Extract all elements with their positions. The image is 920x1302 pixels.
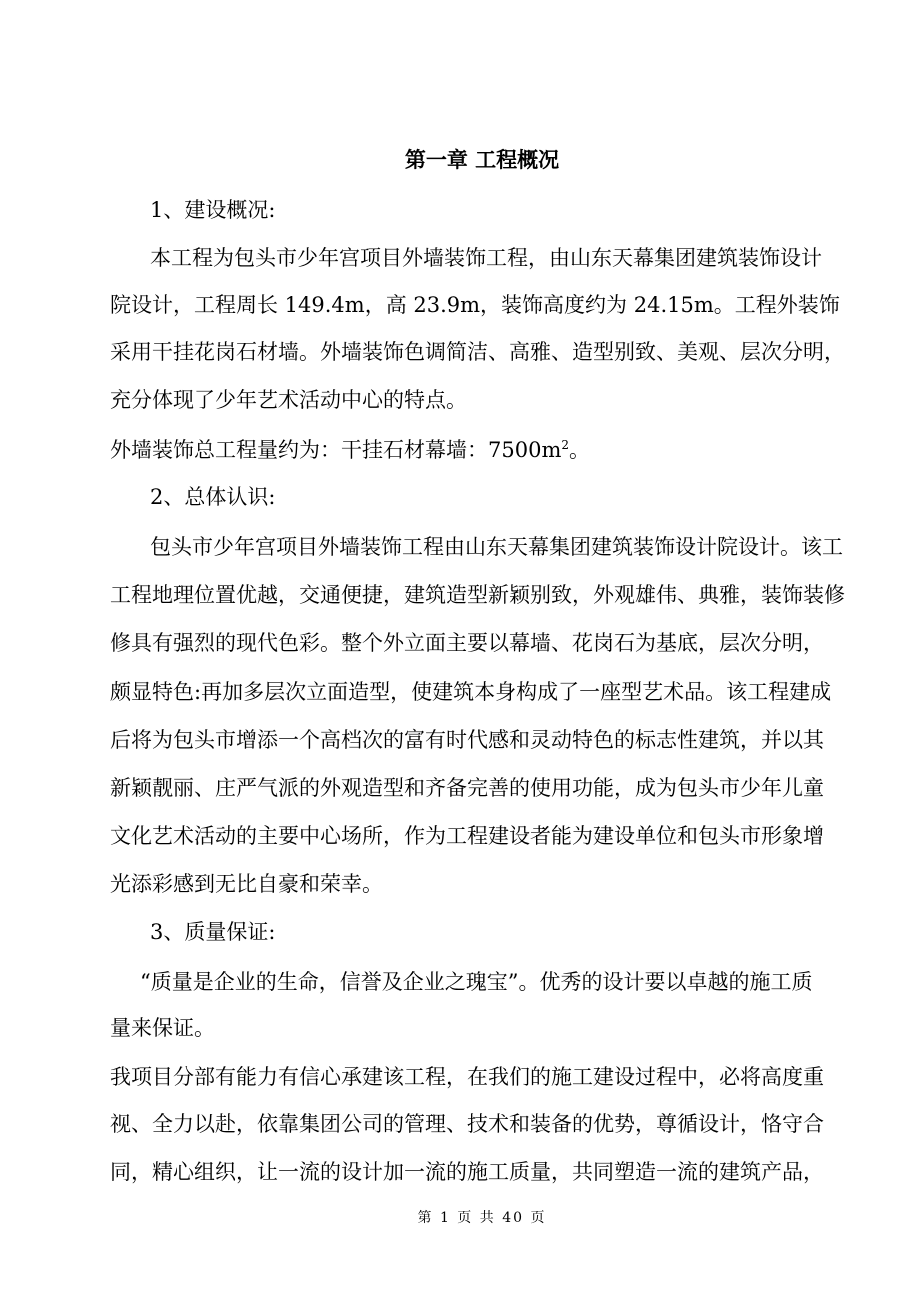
page-footer: 第 1 页 共 40 页 <box>417 1210 547 1226</box>
text-line: 院设计，工程周长 149.4m，高 23.9m，装饰高度约为 24.15m。工程外装饰 <box>110 293 840 317</box>
text-line: 充分体现了少年艺术活动中心的特点。 <box>110 388 467 412</box>
text-line: 包头市少年宫项目外墙装饰工程由山东天幕集团建筑装饰设计院设计。该工 <box>150 535 843 559</box>
quantity-line <box>110 437 590 463</box>
text-line: 视、全力以赴，依靠集团公司的管理、技术和装备的优势，尊循设计，恪守合 <box>110 1112 824 1136</box>
chapter-title: 第一章 工程概况 <box>404 147 560 172</box>
text-line: 后将为包头市增添一个高档次的富有时代感和灵动特色的标志性建筑，并以其 <box>110 728 824 752</box>
text-line: 本工程为包头市少年宫项目外墙装饰工程，由山东天幕集团建筑装饰设计 <box>150 246 822 270</box>
text-line: 修具有强烈的现代色彩。整个外立面主要以幕墙、花岗石为基底，层次分明， <box>110 631 824 655</box>
section-heading: 2、总体认识: <box>150 485 276 509</box>
superscript: 2 <box>561 438 569 452</box>
text-line: “质量是企业的生命，信誉及企业之瑰宝”。优秀的设计要以卓越的施工质 <box>140 970 813 994</box>
text-line: 工程地理位置优越，交通便捷，建筑造型新颖别致，外观雄伟、典雅，装饰装修 <box>110 583 845 607</box>
text-line: 颇显特色:再加多层次立面造型，使建筑本身构成了一座型艺术品。该工程建成 <box>110 680 832 704</box>
section-heading: 3、质量保证: <box>150 920 276 944</box>
text-line: 同，精心组织，让一流的设计加一流的施工质量，共同塑造一流的建筑产品， <box>110 1160 824 1184</box>
text-line: 我项目分部有能力有信心承建该工程，在我们的施工建设过程中，必将高度重 <box>110 1065 824 1089</box>
text-line: 文化艺术活动的主要中心场所，作为工程建设者能为建设单位和包头市形象增 <box>110 824 824 848</box>
quantity-text: 外墙装饰总工程量约为：干挂石材幕墙：7500m <box>110 438 562 462</box>
text-line: 量来保证。 <box>110 1016 215 1040</box>
period: 。 <box>569 438 590 462</box>
text-line: 新颖靓丽、庄严气派的外观造型和齐备完善的使用功能，成为包头市少年儿童 <box>110 776 824 800</box>
text-line: 光添彩感到无比自豪和荣幸。 <box>110 872 383 896</box>
section-heading: 1、建设概况: <box>150 198 276 222</box>
text-line: 采用干挂花岗石材墙。外墙装饰色调简洁、高雅、造型别致、美观、层次分明， <box>110 340 845 364</box>
